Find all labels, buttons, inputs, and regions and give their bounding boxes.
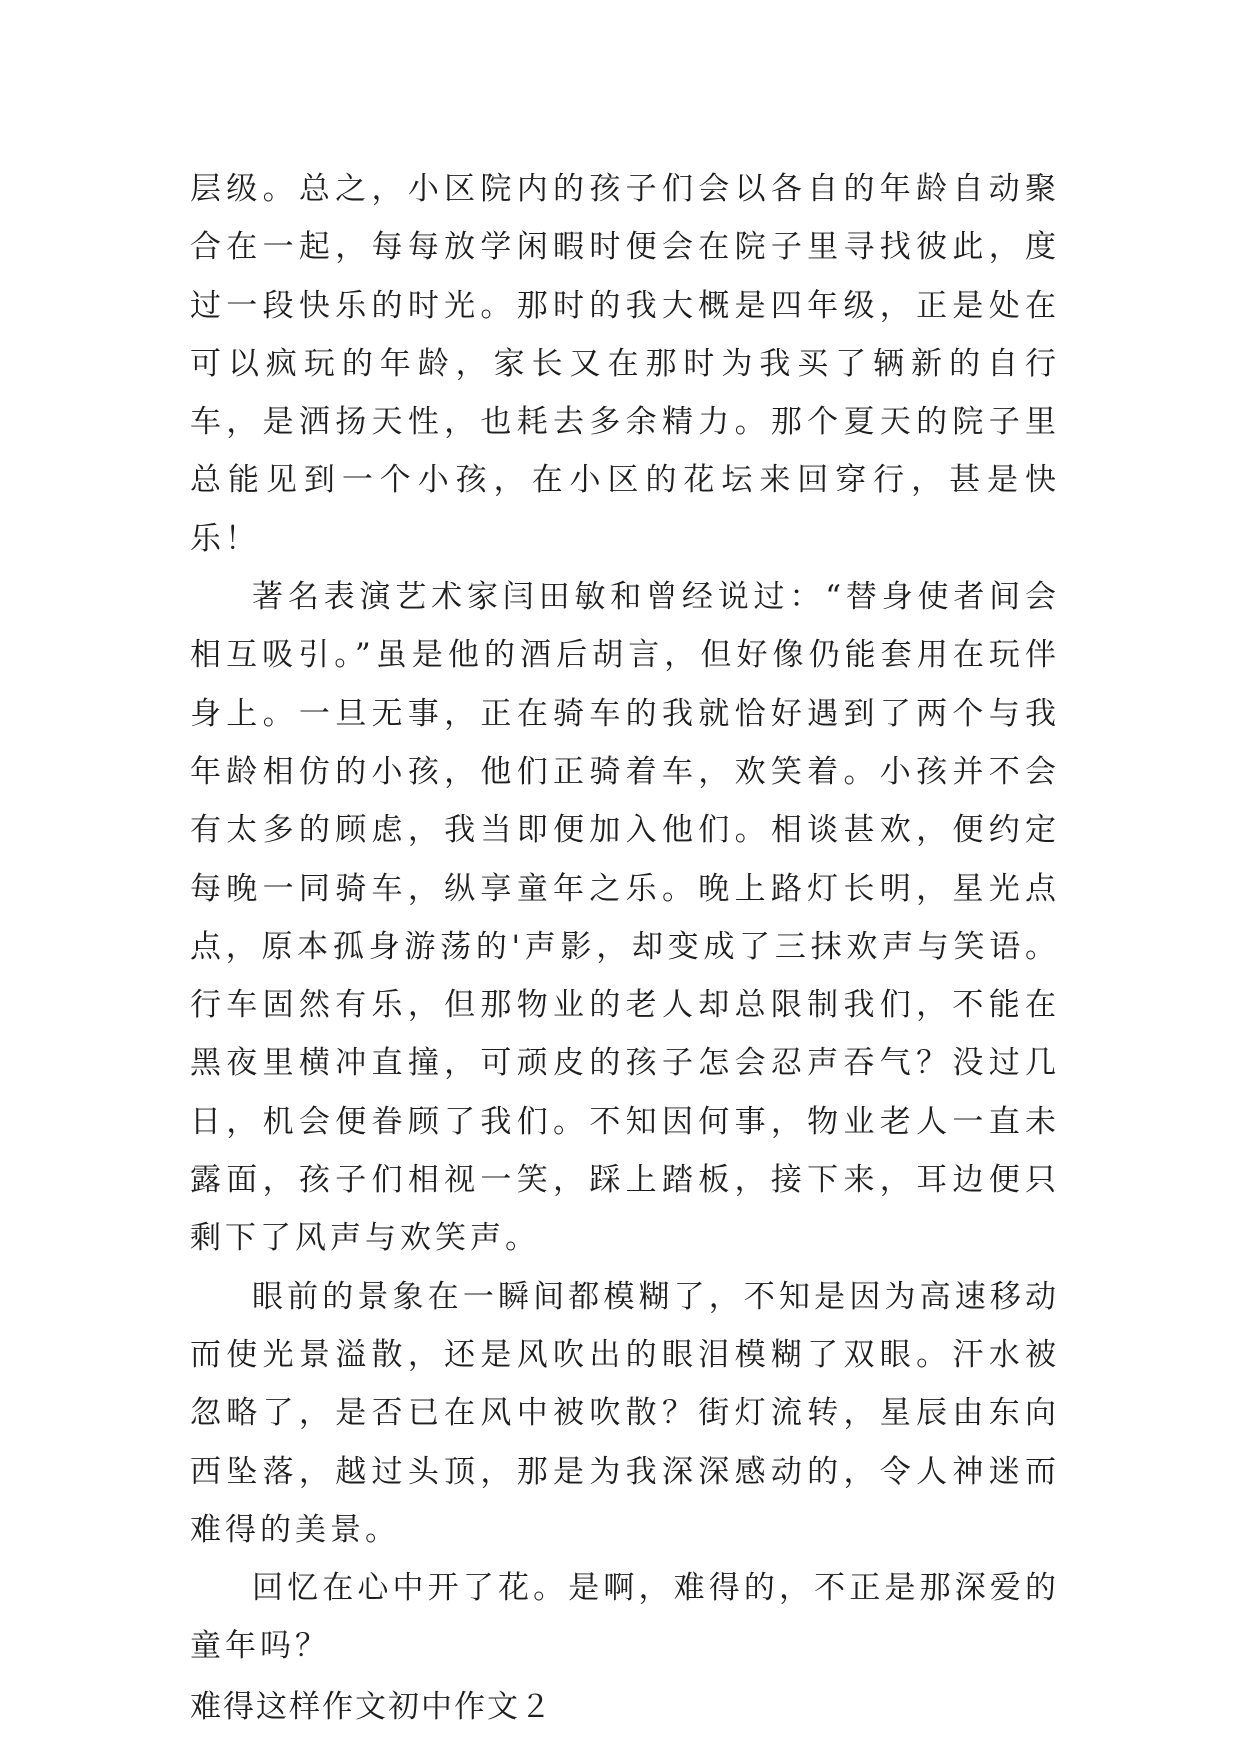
paragraph-3: 眼前的景象在一瞬间都模糊了，不知是因为高速移动而使光景溢散，还是风吹出的眼泪模糊了双眼。汗水被忽略了，是否已在风中被吹散？街灯流转，星辰由东向西坠落，越过头顶，那是为我深深感动的，令人神迷而难得的美景。 [190, 1278, 1060, 1548]
paragraph-2: 著名表演艺术家闫田敏和曾经说过：“替身使者间会相互吸引。”虽是他的酒后胡言，但好像仍能套用在玩伴身上。一旦无事，正在骑车的我就恰好遇到了两个与我年龄相仿的小孩，他们正骑着车，欢笑着。小孩并不会有太多的顾虑，我当即便加入他们。相谈甚欢，便约定每晚一同骑车，纵享童年之乐。晚上路灯长明，星光点点，原本孤身游荡的'声影，却变成了三抹欢声与笑语。行车固然有乐，但那物业的老人却总限制我们，不能在黑夜里横冲直撞，可顽皮的孩子怎会忍声吞气？没过几日，机会便眷顾了我们。不知因何事，物业老人一直未露面，孩子们相视一笑，踩上踏板，接下来，耳边便只剩下了风声与欢笑声。 [190, 579, 1060, 1257]
document-body [190, 160, 1060, 1736]
paragraph-4: 回忆在心中开了花。是啊，难得的，不正是那深爱的童年吗？ [190, 1570, 1060, 1665]
paragraph-1: 层级。总之，小区院内的孩子们会以各自的年龄自动聚合在一起，每每放学闲暇时便会在院子里寻找彼此，度过一段快乐的时光。那时的我大概是四年级，正是处在可以疯玩的年龄，家长又在那时为我买了辆新的自行车，是洒扬天性，也耗去多余精力。那个夏天的院子里总能见到一个小孩，在小区的花坛来回穿行，甚是快乐！ [190, 171, 1060, 557]
section-heading: 难得这样作文初中作文２ [190, 1688, 553, 1725]
